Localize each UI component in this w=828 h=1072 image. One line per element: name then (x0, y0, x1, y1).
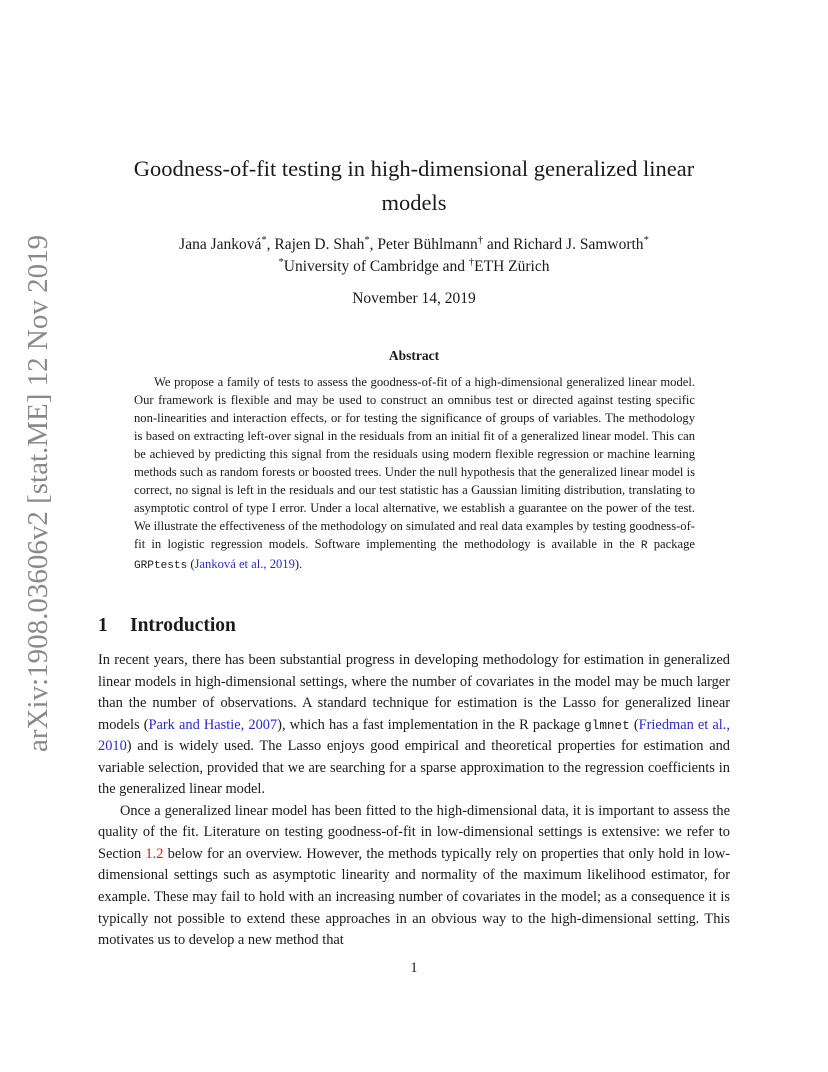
arxiv-identifier: arXiv:1908.03606v2 [stat.ME] 12 Nov 2019 (22, 234, 54, 752)
section-number: 1 (98, 615, 108, 636)
affiliation-cambridge: University of Cambridge and (283, 258, 469, 275)
author-samworth: and Richard J. Samworth (482, 236, 644, 253)
author-jankova: Jana Janková (179, 236, 262, 253)
page-number: 1 (410, 960, 418, 976)
author-block (100, 234, 728, 278)
citation-link[interactable]: Janková et al., 2019 (194, 557, 295, 571)
paragraph: In recent years, there has been substantial progress in developing methodology for estimation in generalized linear models in high-dimensional settings, where the number of covariates in the model may be much larger than the number of observations. A standard technique for estimation is the Lasso for generalized linear models (Park and Hastie, 2007), which has a fast implementation in the R package glmnet (Friedman et al., 2010) and is widely used. The Lasso enjoys good empirical and theoretical properties for estimation and variable selection, provided that we are searching for a sparse approximation to the regression coefficients in the generalized linear model. (98, 652, 731, 798)
section-heading (98, 612, 236, 640)
citation-link[interactable]: Park and Hastie, 2007 (148, 716, 278, 733)
abstract-body: We propose a family of tests to assess the goodness-of-fit of a high-dimensional generalized linear model. Our framework is flexible and may be used to construct an omnibus test or directed against testing specific non-linearities and interaction effects, or for testing the significance of groups of variables. The methodology is based on extracting left-over signal in the residuals from an initial fit of a generalized linear model. This can be achieved by predicting this signal from the residuals using modern flexible regression or machine learning methods such as random forests or boosted trees. Under the null hypothesis that the generalized linear model is correct, no signal is left in the residuals and our test statistic has a Gaussian limiting distribution, translating to asymptotic control of type I error. Under a local alternative, we establish a guarantee on the power of the test. We illustrate the effectiveness of the methodology on simulated and real data examples by testing goodness-of-fit in logistic regression models. Software implementing the methodology is available in the R package GRPtests (Janková et al., 2019). (134, 375, 695, 572)
r-language-label: R (640, 540, 648, 552)
abstract-heading: Abstract (388, 348, 440, 363)
author-shah: , Rajen D. Shah (266, 236, 365, 253)
affiliation-eth: ETH Zürich (474, 258, 550, 275)
author-buhlmann: , Peter Bühlmann (369, 236, 478, 253)
author-list: Jana Janková*, Rajen D. Shah*, Peter Bühlmann† and Richard J. Samworth* (179, 234, 649, 253)
title-line-2: models (381, 190, 447, 215)
package-name: glmnet (584, 717, 630, 733)
introduction-body (98, 650, 730, 952)
paragraph: Once a generalized linear model has been fitted to the high-dimensional data, it is important to assess the quality of the fit. Literature on testing goodness-of-fit in low-dimensional settings is extensive: we refer to Section 1.2 below for an overview. However, the methods typically rely on properties that only hold in low-dimensional settings such as asymptotic linearity and normality of the maximum likelihood estimator, for example. These may fail to hold with an increasing number of covariates in the model; as a consequence it is typically not possible to extend these approaches in an obvious way to the high-dimensional setting. This motivates us to develop a new method that (98, 802, 730, 949)
affiliations: *University of Cambridge and †ETH Zürich (278, 256, 550, 275)
paper-title (100, 152, 728, 220)
section-reference-link[interactable]: 1.2 (145, 845, 164, 862)
package-name: GRPtests (134, 560, 188, 572)
paper-date: November 14, 2019 (352, 290, 476, 307)
title-line-1: Goodness-of-fit testing in high-dimensional generalized linear (133, 156, 695, 181)
citation-link[interactable]: Friedman et al., 2010 (98, 716, 731, 755)
section-title: Introduction (130, 615, 236, 636)
